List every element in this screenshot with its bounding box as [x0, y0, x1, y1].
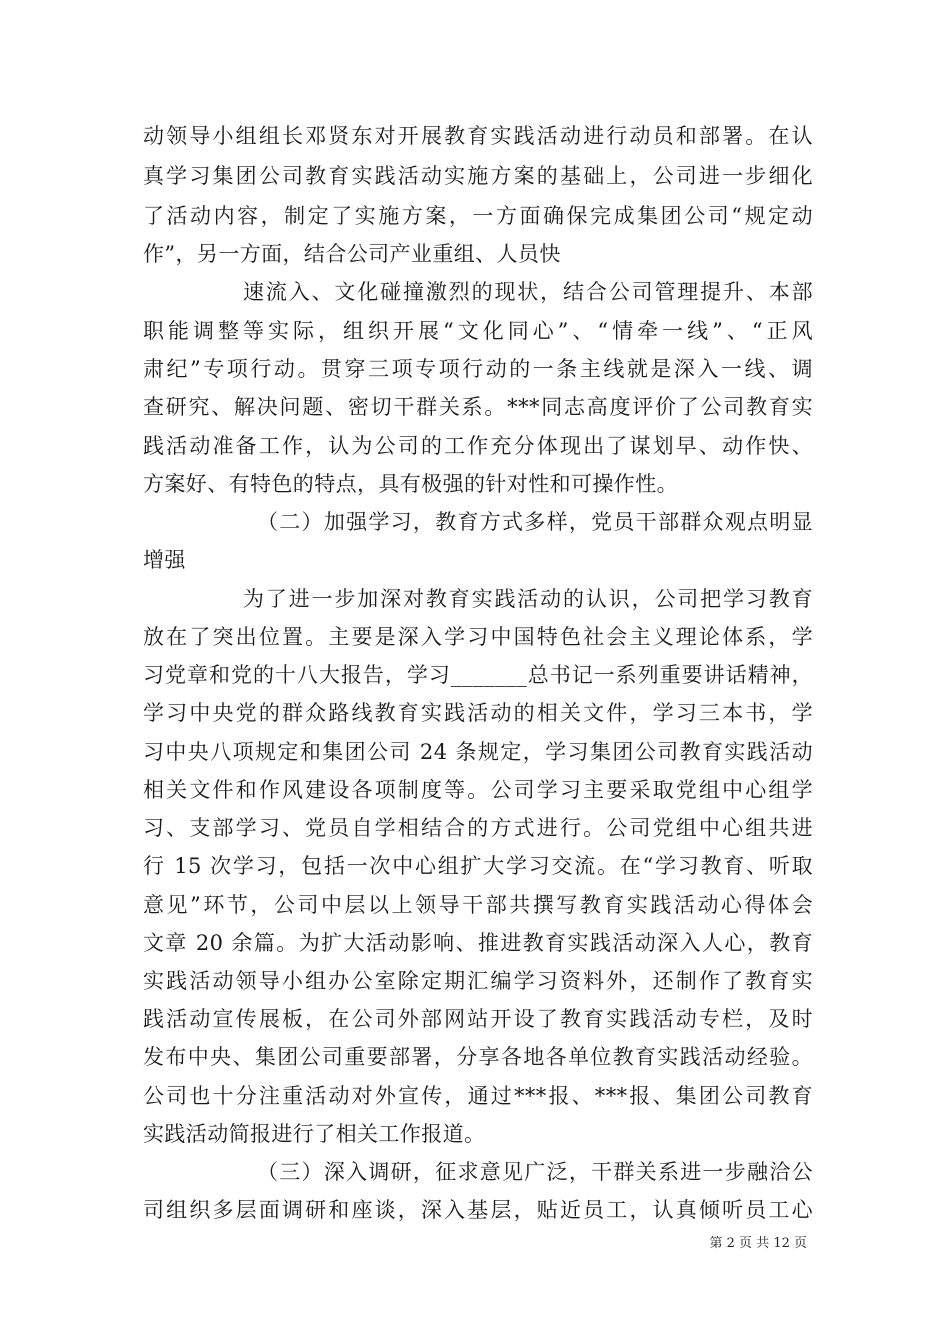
body-text-line: 动领导小组组长邓贤东对开展教育实践活动进行动员和部署。在认 [143, 124, 813, 148]
body-text-line: 作”，另一方面，结合公司产业重组、人员快 [143, 242, 561, 266]
body-text-line: 实践活动领导小组办公室除定期汇编学习资料外，还制作了教育实 [143, 969, 813, 993]
section-heading: （二）加强学习，教育方式多样，党员干部群众观点明显 [257, 510, 813, 534]
body-text-line: 速流入、文化碰撞激烈的现状，结合公司管理提升、本部 [243, 280, 813, 304]
body-text-line: 职能调整等实际，组织开展“文化同心”、“情牵一线”、“正风 [143, 319, 813, 343]
body-text-line: 习、支部学习、党员自学相结合的方式进行。公司党组中心组共进 [143, 816, 813, 840]
body-text-line: 公司也十分注重活动对外宣传，通过***报、***报、集团公司教育 [143, 1084, 813, 1108]
body-text-line: 查研究、解决问题、密切干群关系。***同志高度评价了公司教育实 [143, 395, 813, 419]
body-text-line: 文章 20 余篇。为扩大活动影响、推进教育实践活动深入人心，教育 [143, 931, 813, 955]
section-heading: 增强 [143, 548, 186, 572]
body-text-line: 肃纪”专项行动。贯穿三项专项行动的一条主线就是深入一线、调 [143, 357, 813, 381]
body-text-line: 习中央八项规定和集团公司 24 条规定，学习集团公司教育实践活动 [143, 740, 813, 764]
body-text-line: 了活动内容，制定了实施方案，一方面确保完成集团公司“规定动 [143, 204, 813, 228]
page-number: 第 2 页 共 12 页 [709, 1236, 807, 1251]
body-text-line: 行 15 次学习，包括一次中心组扩大学习交流。在“学习教育、听取 [143, 854, 813, 878]
body-text-line: 习党章和党的十八大报告，学习_______总书记一系列重要讲话精神， [143, 663, 813, 687]
body-text-line: 为了进一步加深对教育实践活动的认识，公司把学习教育 [243, 587, 813, 611]
section-heading: （三）深入调研，征求意见广泛，干群关系进一步融洽公 [257, 1160, 813, 1184]
body-text-line: 践活动宣传展板，在公司外部网站开设了教育实践活动专栏，及时 [143, 1007, 813, 1031]
body-text-line: 践活动准备工作，认为公司的工作充分体现出了谋划早、动作快、 [143, 434, 813, 458]
body-text-line: 放在了突出位置。主要是深入学习中国特色社会主义理论体系，学 [143, 625, 813, 649]
body-text-line: 相关文件和作风建设各项制度等。公司学习主要采取党组中心组学 [143, 778, 813, 802]
body-text-line: 司组织多层面调研和座谈，深入基层，贴近员工，认真倾听员工心 [143, 1198, 813, 1222]
body-text-line: 意见”环节，公司中层以上领导干部共撰写教育实践活动心得体会 [143, 893, 813, 917]
body-text-line: 学习中央党的群众路线教育实践活动的相关文件，学习三本书，学 [143, 701, 813, 725]
body-text-line: 方案好、有特色的特点，具有极强的针对性和可操作性。 [143, 472, 678, 496]
body-text-line: 实践活动简报进行了相关工作报道。 [143, 1122, 486, 1146]
body-text-line: 真学习集团公司教育实践活动实施方案的基础上，公司进一步细化 [143, 164, 813, 188]
body-text-line: 发布中央、集团公司重要部署，分享各地各单位教育实践活动经验。 [143, 1045, 813, 1069]
